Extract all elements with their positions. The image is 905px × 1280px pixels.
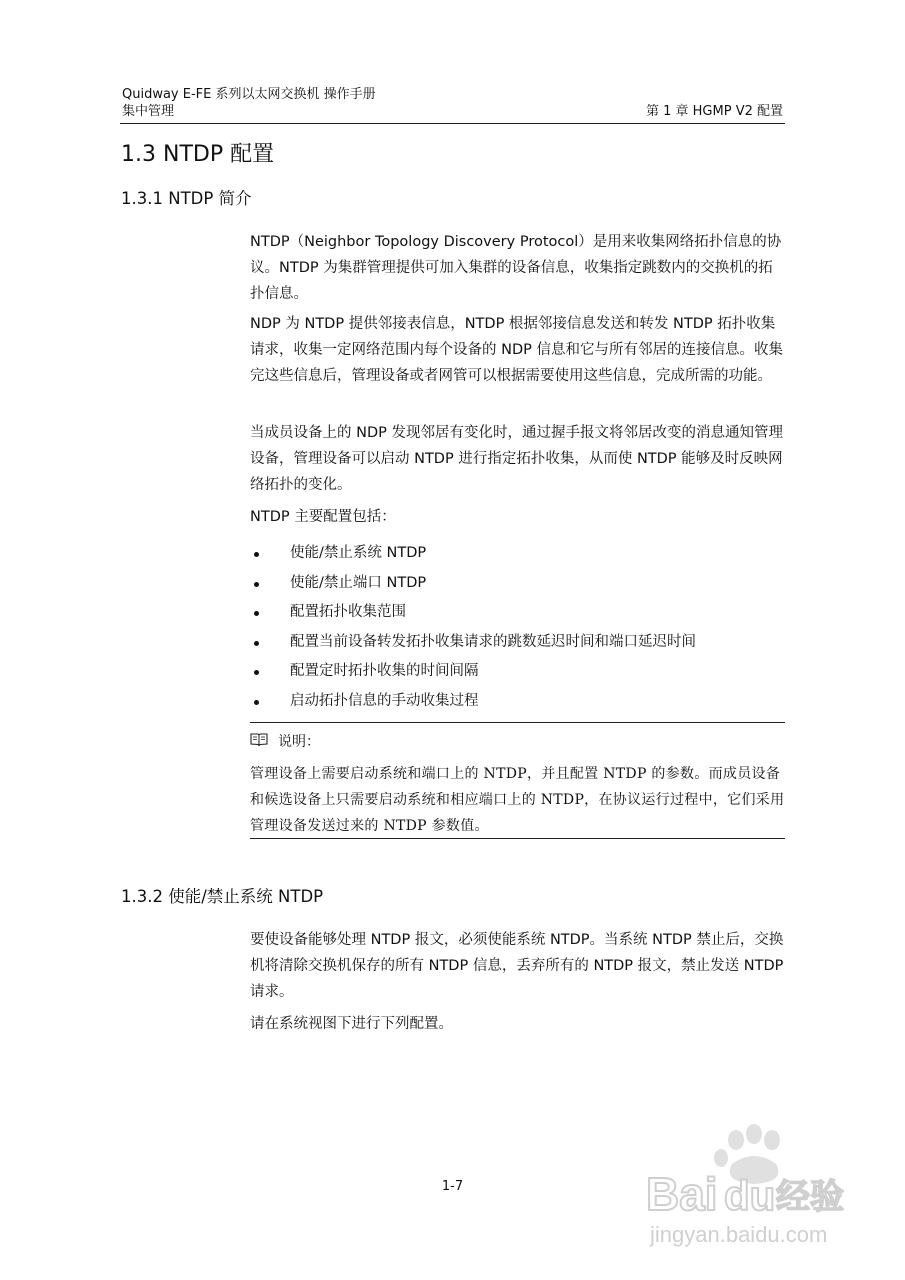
manual-part: 集中管理 (122, 104, 175, 119)
watermark-brand-suffix: du (724, 1172, 776, 1219)
header-left (122, 86, 376, 120)
list-item (250, 657, 696, 687)
section-title: 1.3 NTDP 配置 (121, 142, 275, 167)
chapter-title: 第 1 章 HGMP V2 配置 (645, 104, 783, 119)
paragraph: NTDP 主要配置包括： (250, 509, 396, 525)
list-item-text: 配置拓扑收集范围 (290, 604, 406, 620)
watermark-url: jingyan.baidu.com (650, 1222, 828, 1247)
list-item (250, 598, 696, 628)
note-header (250, 732, 320, 752)
config-list (250, 539, 696, 716)
bullet-dot-icon (254, 670, 259, 675)
page-number: 1-7 (441, 1179, 464, 1194)
list-item-text: 配置当前设备转发拓扑收集请求的跳数延迟时间和端口延迟时间 (290, 633, 696, 650)
bullet-dot-icon (254, 552, 259, 557)
bullet-dot-icon (254, 641, 259, 646)
note-bottom-rule (250, 838, 785, 839)
list-item-text: 配置定时拓扑收集的时间间隔 (290, 663, 479, 679)
note-text: 管理设备上需要启动系统和端口上的 NTDP，并且配置 NTDP 的参数。而成员设备和候选设备上只需要启动系统和相应端口上的 NTDP，在协议运行过程中，它们采用管理设备发送过来的 NTDP 参数值。 (250, 766, 785, 834)
note-label: 说明： (278, 734, 320, 750)
manual-title: Quidway E-FE 系列以太网交换机 操作手册 (122, 87, 376, 102)
paragraph: 请在系统视图下进行下列配置。 (250, 1016, 453, 1032)
bullet-dot-icon (254, 611, 259, 616)
list-item (250, 628, 696, 658)
bullet-dot-icon (254, 582, 259, 587)
bullet-dot-icon (254, 700, 259, 705)
note-top-rule (250, 722, 785, 723)
list-item (250, 569, 696, 599)
watermark-brand: Bai (646, 1168, 718, 1220)
baidu-jingyan-watermark (636, 1120, 861, 1255)
paragraph: 当成员设备上的 NDP 发现邻居有变化时，通过握手报文将邻居改变的消息通知管理设备，管理设备可以启动 NTDP 进行指定拓扑收集，从而使 NTDP 能够及时反映网络拓扑的变化。 (250, 425, 783, 493)
list-item-text: 启动拓扑信息的手动收集过程 (290, 692, 479, 709)
paragraph: NDP 为 NTDP 提供邻接表信息，NTDP 根据邻接信息发送和转发 NTDP 拓扑收集请求，收集一定网络范围内每个设备的 NDP 信息和它与所有邻居的连接信息。收集完这些信息后，管理设备或者网管可以根据需要使用这些信息，完成所需的功能。 (250, 316, 783, 384)
list-item (250, 687, 696, 717)
subsection-title-intro: 1.3.1 NTDP 简介 (121, 189, 252, 208)
list-item-text: 使能/禁止系统 NTDP (290, 545, 427, 561)
watermark-product: 经验 (776, 1177, 844, 1217)
list-item-text: 使能/禁止端口 NTDP (290, 574, 427, 591)
book-icon (250, 732, 268, 752)
list-item (250, 539, 696, 569)
paragraph: 要使设备能够处理 NTDP 报文，必须使能系统 NTDP。当系统 NTDP 禁止后，交换机将清除交换机保存的所有 NTDP 信息，丢弃所有的 NTDP 报文，禁止发送 NTDP 请求。 (250, 932, 784, 1000)
header-divider (120, 123, 785, 124)
paragraph: NTDP（Neighbor Topology Discovery Protocol）是用来收集网络拓扑信息的协议。NTDP 为集群管理提供可加入集群的设备信息，收集指定跳数内的交换机的拓扑信息。 (250, 234, 782, 302)
subsection-title-enable: 1.3.2 使能/禁止系统 NTDP (121, 887, 324, 906)
